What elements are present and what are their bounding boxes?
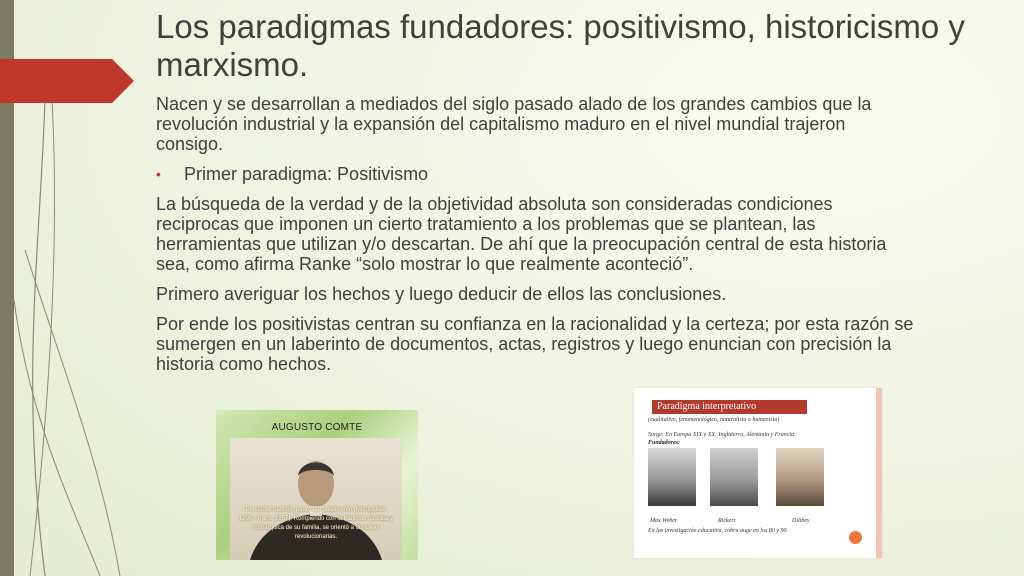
paradigm-image — [634, 388, 882, 558]
orange-dot-icon — [849, 531, 862, 544]
paradigm-subtitle: (cualitativo, fenomenológico, naturalista o humanista) — [648, 417, 780, 423]
bullet-text: Primer paradigma: Positivismo — [184, 164, 429, 184]
slide-body — [156, 94, 916, 384]
paradigm-header: Paradigma interpretativo — [652, 400, 807, 414]
comte-label: AUGUSTO COMTE — [271, 422, 363, 433]
intro-paragraph: Nacen y se desarrollan a mediados del siglo pasado alado de los grandes cambios que la revolución industrial y la expansión del capitalismo maduro en el nivel mundial trajeron consigo. — [156, 94, 872, 154]
name-dilthey: Dilthey — [792, 518, 810, 524]
comte-caption: Pensador francés, padre del positivismo (Montpellier, 1798 - París, 1857). Rompiendo con la tradición católica y monárquica de su familia, se orientó a las ideas revolucionarias. — [238, 507, 394, 540]
dilthey-portrait — [776, 448, 824, 506]
name-weber: Max Weber — [650, 518, 678, 524]
paradigm-footer: En las investigación educativa, cobra auge en los 80 y 90. — [648, 528, 788, 534]
bullet-item — [156, 164, 916, 184]
paragraph-3: Por ende los positivistas centran su confianza en la racionalidad y la certeza; por esta razón se sumergen en un laberinto de documentos, actas, registros y luego enuncian con precisión la historia como hechos. — [156, 314, 914, 374]
slide-title: Los paradigmas fundadores: positivismo, historicismo y marxismo. — [156, 8, 965, 83]
red-arrow-accent — [0, 59, 134, 103]
weber-portrait — [648, 448, 696, 506]
paradigm-fundadores: Fundadores: — [648, 440, 681, 446]
paradigm-surge: Surge: En Europa XIX y XX: Inglaterra, Alemania y Francia. — [648, 432, 796, 438]
bullet-dot-icon: • — [156, 166, 161, 182]
paragraph-2: Primero averiguar los hechos y luego deducir de ellos las conclusiones. — [156, 284, 727, 304]
rickert-portrait — [710, 448, 758, 506]
comte-image — [216, 410, 418, 560]
paragraph-1: La búsqueda de la verdad y de la objetividad absoluta son consideradas condiciones reciprocas que imponen un cierto tratamiento a los problemas que se plantean, las herramientas que utilizan y/o descartan. De ahí que la preocupación central de esta historia sea, como afirma Ranke “solo mostrar lo que realmente aconteció”. — [156, 194, 887, 274]
name-rickert: Rickert — [718, 518, 736, 524]
